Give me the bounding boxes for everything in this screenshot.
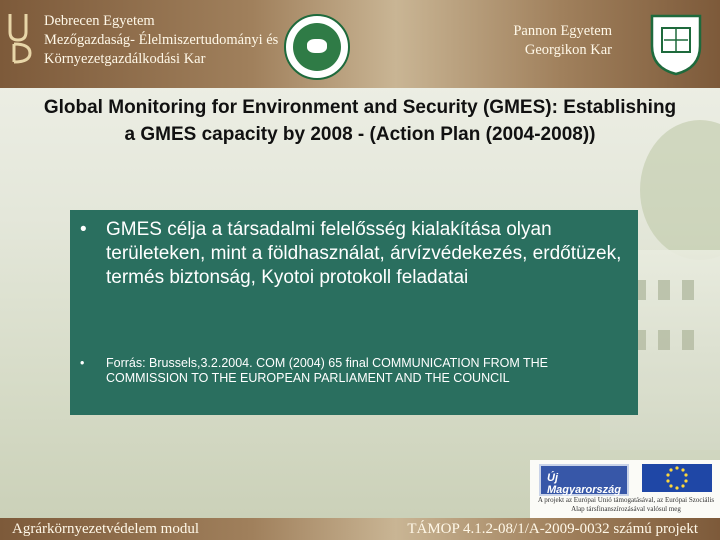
sponsor-note: A projekt az Európai Unió támogatásával, az Európai Szociális Alap társfinanszírozásával valósul meg [537, 496, 715, 513]
bullet-marker: • [80, 219, 87, 240]
right-university-line: Georgikon Kar [524, 42, 612, 58]
bullet-item [80, 218, 628, 290]
bullet-marker: • [80, 356, 85, 370]
footer-project-id: TÁMOP 4.1.2-08/1/A-2009-0032 számú projekt [407, 521, 698, 537]
left-university-line: Mezőgazdaság- Élelmiszertudományi és [44, 32, 279, 48]
university-logo-icon [6, 6, 36, 66]
left-university-line: Debrecen Egyetem [44, 13, 155, 29]
eu-flag-icon [642, 464, 712, 492]
footer-banner [0, 518, 720, 540]
faculty-seal-icon [284, 14, 350, 80]
left-university-name [44, 12, 278, 69]
uj-magyarorszag-logo-text: Új Magyarország [547, 472, 621, 496]
university-crest-icon [644, 10, 708, 78]
sponsor-box [530, 460, 720, 520]
bullet-item [80, 356, 628, 386]
right-university-line: Pannon Egyetem [513, 23, 612, 39]
bullet-text: GMES célja a társadalmi felelősség kialakítása olyan területeken, mint a földhasználat, árvízvédekezés, erdőtüzek, termés biztonság, Kyotoi protokoll feladatai [106, 219, 622, 288]
header-banner [0, 0, 720, 88]
content-box [70, 210, 638, 415]
left-university-line: Környezetgazdálkodási Kar [44, 51, 206, 67]
footer-module-name: Agrárkörnyezetvédelem modul [12, 521, 200, 537]
right-university-name [512, 22, 612, 60]
bullet-text: Forrás: Brussels,3.2.2004. COM (2004) 65 final COMMUNICATION FROM THE COMMISSION TO THE EUROPEAN PARLIAMENT AND THE COUNCIL [106, 356, 549, 385]
uj-magyarorszag-logo [539, 464, 629, 496]
slide-title: Global Monitoring for Environment and Security (GMES): Establishing a GMES capacity by 2008 - (Action Plan (2004-2008)) [43, 97, 677, 145]
